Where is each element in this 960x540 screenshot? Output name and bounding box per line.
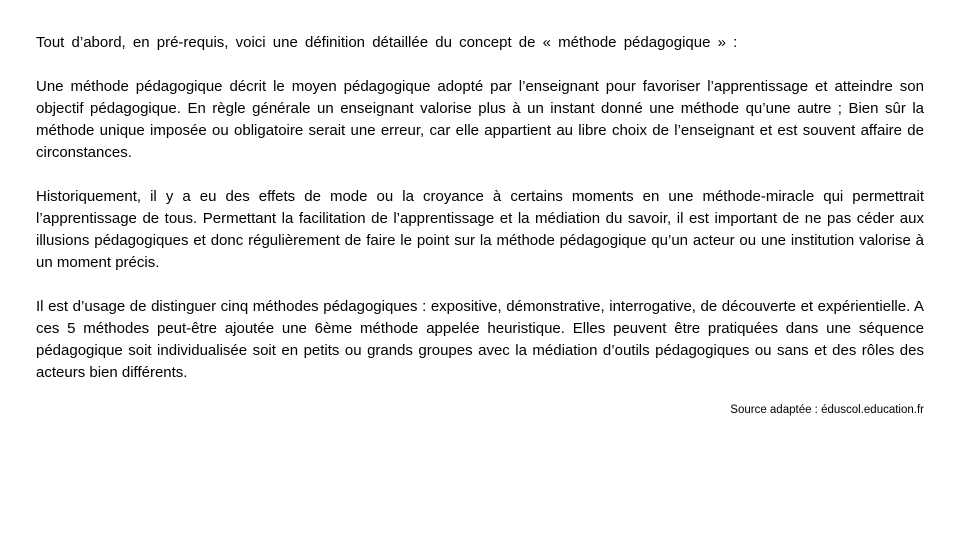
paragraph-definition: Une méthode pédagogique décrit le moyen pédagogique adopté par l’enseignant pour favoriser l’apprentissage et atteindre son objectif pédagogique. En règle générale un enseignant valorise plus à un instant donné une méthode qu’une autre ; Bien sûr la méthode unique imposée ou obligatoire serait une erreur, car elle appartient au libre choix de l’enseignant et est souvent affaire de circonstances.: [36, 78, 924, 161]
paragraph-methods: Il est d’usage de distinguer cinq méthodes pédagogiques : expositive, démonstrative, interrogative, de découverte et expérientielle. A ces 5 méthodes peut-être ajoutée une 6ème méthode appelée heuristique. Elles peuvent être pratiquées dans une séquence pédagogique soit individualisée soit en petits ou grands groupes avec la médiation d’outils pédagogiques ou sans et des rôles des acteurs bien différents.: [36, 298, 924, 381]
slide-content: [36, 32, 924, 418]
source-credit: Source adaptée : éduscol.education.fr: [730, 404, 924, 416]
paragraph-history: Historiquement, il y a eu des effets de mode ou la croyance à certains moments en une méthode-miracle qui permettrait l’apprentissage de tous. Permettant la facilitation de l’apprentissage et la médiation du savoir, il est important de ne pas céder aux illusions pédagogiques et donc régulièrement de faire le point sur la méthode pédagogique qu’un acteur ou une institution valorise à un moment précis.: [36, 188, 924, 271]
intro-text: Tout d’abord, en pré-requis, voici une définition détaillée du concept de « méthode pédagogique » :: [36, 34, 738, 51]
